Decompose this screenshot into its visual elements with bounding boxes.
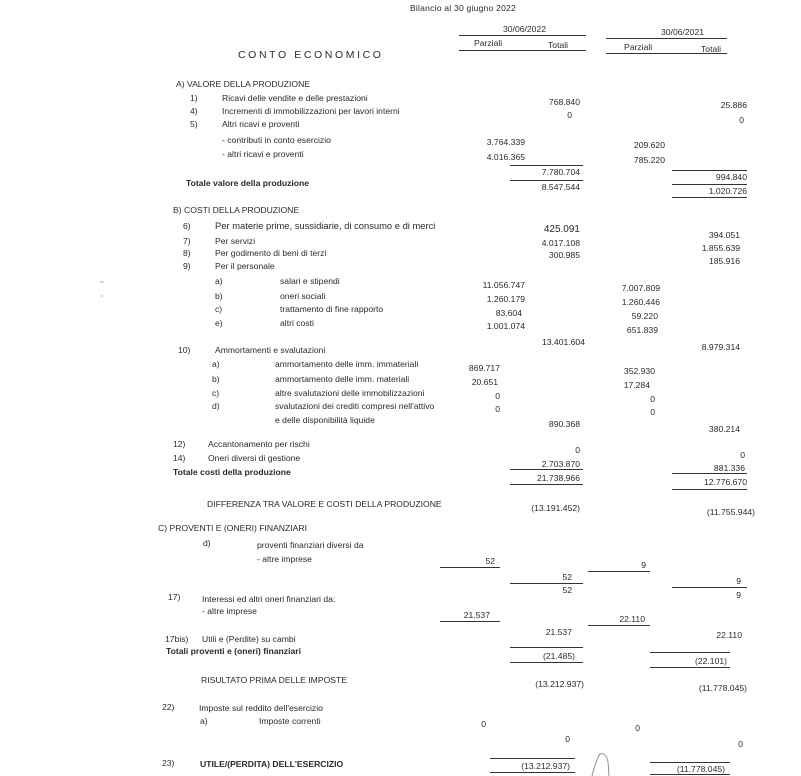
b-total-rule-previous <box>672 473 747 474</box>
sub-label: altri costi <box>280 318 314 328</box>
diff-label: DIFFERENZA TRA VALORE E COSTI DELLA PRODUZIONE <box>207 499 442 509</box>
row-label: Altri ricavi e proventi <box>222 119 300 129</box>
sub-num: a) <box>212 359 220 369</box>
sub-label: svalutazioni dei crediti compresi nell'attivo <box>275 401 435 411</box>
c-d-total-previous-2: 9 <box>736 590 741 600</box>
pretax-label: RISULTATO PRIMA DELLE IMPOSTE <box>201 675 347 685</box>
oneri-label: Oneri diversi di gestione <box>208 453 301 463</box>
c-total-underline-previous <box>650 667 730 668</box>
row-label: Per godimento di beni di terzi <box>215 248 327 258</box>
a-subtotal-current: 7.780.704 <box>541 167 580 177</box>
cur-partial: 83.604 <box>495 308 522 318</box>
amm-label: Ammortamenti e svalutazioni <box>215 345 326 355</box>
c-int-total-previous: 22.110 <box>716 630 742 640</box>
c-int-partial-current: 21.537 <box>463 610 490 620</box>
row-num: 5) <box>190 119 198 129</box>
prev-partial: 1.260.446 <box>621 297 660 307</box>
a-total-rule-current <box>510 180 583 181</box>
c-d-label: proventi finanziari diversi da <box>257 540 364 550</box>
subtotal-rule-current <box>510 165 583 166</box>
c-d-partial-previous: 9 <box>641 560 646 570</box>
c-d-total-previous-1: 9 <box>736 576 741 586</box>
result-label: UTILE/(PERDITA) DELL'ESERCIZIO <box>200 759 344 769</box>
sub-label: trattamento di fine rapporto <box>280 304 384 314</box>
cur-partial: 0 <box>495 391 500 401</box>
prev-partial: 17.284 <box>623 380 650 390</box>
section-a-heading: A) VALORE DELLA PRODUZIONE <box>176 79 311 89</box>
sub-num: c) <box>215 304 223 314</box>
document-title: Bilancio al 30 giugno 2022 <box>410 3 517 13</box>
c-int-partial-rule-previous <box>588 625 650 626</box>
diff-previous: (11.755.944) <box>706 507 755 517</box>
b-total-underline-current <box>510 484 583 485</box>
c-int-partial-previous: 22.110 <box>619 614 645 624</box>
result-underline-previous <box>650 774 730 775</box>
c-total-previous: (22.101) <box>694 656 727 666</box>
prev-partial: 0 <box>650 394 655 404</box>
b-total-underline-previous <box>672 489 747 490</box>
b-total-rule-current <box>510 469 583 470</box>
amm-num: 10) <box>178 345 191 355</box>
prev-total: 1.855.639 <box>701 243 740 253</box>
header-rule-previous <box>606 38 727 39</box>
result-num: 23) <box>162 758 175 768</box>
prev-total: 394.051 <box>708 230 740 240</box>
c-int-partial-rule-current <box>440 621 500 622</box>
sub-num: a) <box>215 276 223 286</box>
c-utili-label: Utili e (Perdite) su cambi <box>202 634 296 644</box>
sub-label: altre svalutazioni delle immobilizzazioni <box>275 388 425 398</box>
prev-total: 25.886 <box>720 100 747 110</box>
col-parziali-current: Parziali <box>474 38 503 48</box>
taxes-partial-previous: 0 <box>635 723 640 733</box>
taxes-num: 22) <box>162 702 175 712</box>
a-total-previous: 1.020.726 <box>708 186 747 196</box>
c-int-num: 17) <box>168 592 181 602</box>
sub-label: ammortamento delle imm. immateriali <box>275 359 419 369</box>
row-num: 4) <box>190 106 198 116</box>
sub-num: c) <box>212 388 220 398</box>
c-total-underline-current <box>510 662 583 663</box>
sub-num: e) <box>215 318 223 328</box>
c-total-label: Totali proventi e (oneri) finanziari <box>166 646 301 656</box>
personale-total-previous: 8.979.314 <box>701 342 740 352</box>
taxes-label: Imposte sul reddito dell'esercizio <box>199 703 323 713</box>
prev-total: 185.916 <box>708 256 740 266</box>
b-total-label: Totale costi della produzione <box>173 467 291 477</box>
row-label: Per servizi <box>215 236 256 246</box>
prev-partial: 59.220 <box>631 311 658 321</box>
cur-partial: 869.717 <box>468 363 500 373</box>
c-d-total-rule-current <box>510 583 583 584</box>
c-d-partial-rule-current <box>440 567 500 568</box>
row-label: Per il personale <box>215 261 275 271</box>
header-rule-current <box>459 35 586 36</box>
subtotal-rule-previous <box>672 170 747 171</box>
section-b-heading: B) COSTI DELLA PRODUZIONE <box>173 205 300 215</box>
cur-partial: 11.056.747 <box>482 280 525 290</box>
sub-num: b) <box>215 291 223 301</box>
result-previous: (11.778.045) <box>676 764 725 774</box>
acc-label: Accantonamento per rischi <box>208 439 310 449</box>
section-title: CONTO ECONOMICO <box>238 49 384 61</box>
c-d-total-current-2: 52 <box>562 585 572 595</box>
row-num: 7) <box>183 236 191 246</box>
prev-partial: 785.220 <box>633 155 665 165</box>
c-d-sub: - altre imprese <box>257 554 312 564</box>
a-total-label: Totale valore della produzione <box>186 178 310 188</box>
result-current: (13.212.937) <box>521 761 570 771</box>
taxes-partial-current: 0 <box>481 719 486 729</box>
sub-label: salari e stipendi <box>280 276 340 286</box>
prev-total: 0 <box>739 115 744 125</box>
cur-total: 300.985 <box>548 250 580 260</box>
cur-partial: 1.260.179 <box>486 294 525 304</box>
sub-num: b) <box>212 374 220 384</box>
prev-partial: 209.620 <box>633 140 665 150</box>
acc-previous: 0 <box>740 450 745 460</box>
header-rule-previous-2 <box>606 53 727 54</box>
amm-cont-label: e delle disponibilità liquide <box>275 415 375 425</box>
col-totali-previous: Totali <box>701 44 722 54</box>
taxes-sub-label: Imposte correnti <box>259 716 321 726</box>
result-underline-current <box>490 772 575 773</box>
c-d-partial-rule-previous <box>588 571 650 572</box>
c-d-total-current-1: 52 <box>562 572 572 582</box>
diff-current: (13.191.452) <box>531 503 580 513</box>
row-label: Ricavi delle vendite e delle prestazioni <box>222 93 368 103</box>
pretax-current: (13.212.937) <box>535 679 584 689</box>
row-label: Per materie prime, sussidiarie, di consumo e di merci <box>215 220 436 231</box>
pretax-previous: (11.778.045) <box>698 683 747 693</box>
cur-partial: 1.001.074 <box>486 321 525 331</box>
row-num: 6) <box>183 221 191 231</box>
cur-partial: 3.764.339 <box>486 137 525 147</box>
personale-total-current: 13.401.604 <box>541 337 585 347</box>
amm-total-previous: 380.214 <box>708 424 740 434</box>
col-parziali-previous: Parziali <box>624 42 653 52</box>
oneri-previous: 881.336 <box>713 463 745 473</box>
c-int-sub: - altre imprese <box>202 606 257 616</box>
c-total-current: (21.485) <box>542 651 575 661</box>
c-d-partial-current: 52 <box>485 556 495 566</box>
section-c-heading: C) PROVENTI E (ONERI) FINANZIARI <box>158 523 307 533</box>
c-d-num: d) <box>203 538 211 548</box>
cur-partial: 4.016.365 <box>486 152 525 162</box>
row-num: 9) <box>183 261 191 271</box>
c-total-rule-current <box>510 647 583 648</box>
a-total-underline-previous <box>672 197 747 198</box>
c-int-label: Interessi ed altri oneri finanziari da: <box>202 594 336 604</box>
c-total-rule-previous <box>650 652 730 653</box>
c-utili-num: 17bis) <box>165 634 189 644</box>
cur-total: 4.017.108 <box>541 238 580 248</box>
a-total-current: 8.547.544 <box>541 182 580 192</box>
oneri-num: 14) <box>173 453 186 463</box>
cur-total: 768.840 <box>548 97 580 107</box>
row-label: - contributi in conto esercizio <box>222 135 331 145</box>
row-num: 1) <box>190 93 198 103</box>
taxes-total-current: 0 <box>565 734 570 744</box>
result-rule-previous <box>650 762 730 763</box>
col-totali-current: Totali <box>548 40 569 50</box>
period-previous-label: 30/06/2021 <box>661 27 705 37</box>
taxes-total-previous: 0 <box>738 739 743 749</box>
oneri-current: 2.703.870 <box>541 459 580 469</box>
period-current-label: 30/06/2022 <box>503 24 547 34</box>
cur-total: 425.091 <box>543 224 580 235</box>
signature-mark <box>592 754 609 776</box>
prev-partial: 0 <box>650 407 655 417</box>
prev-partial: 352.930 <box>623 366 655 376</box>
acc-current: 0 <box>575 445 580 455</box>
sub-label: ammortamento delle imm. materiali <box>275 374 410 384</box>
result-rule-current <box>490 758 575 759</box>
b-total-previous: 12.776.670 <box>703 477 747 487</box>
header-rule-current-2 <box>459 50 586 51</box>
row-label: Incrementi di immobilizzazioni per lavori interni <box>222 106 400 116</box>
taxes-sub-num: a) <box>200 716 208 726</box>
amm-total-current: 890.368 <box>548 419 580 429</box>
row-num: 8) <box>183 248 191 258</box>
a-total-rule-previous <box>672 184 747 185</box>
cur-partial: 0 <box>495 404 500 414</box>
row-label: - altri ricavi e proventi <box>222 149 304 159</box>
prev-partial: 651.839 <box>626 325 658 335</box>
a-subtotal-previous: 994.840 <box>715 172 747 182</box>
c-d-total-rule-previous <box>672 587 747 588</box>
b-total-current: 21.738.966 <box>536 473 580 483</box>
sub-label: oneri sociali <box>280 291 326 301</box>
prev-partial: 7.007.809 <box>621 283 660 293</box>
cur-partial: 20.651 <box>471 377 498 387</box>
sub-num: d) <box>212 401 220 411</box>
acc-num: 12) <box>173 439 186 449</box>
c-int-total-current: 21.537 <box>545 627 572 637</box>
cur-total: 0 <box>567 110 572 120</box>
